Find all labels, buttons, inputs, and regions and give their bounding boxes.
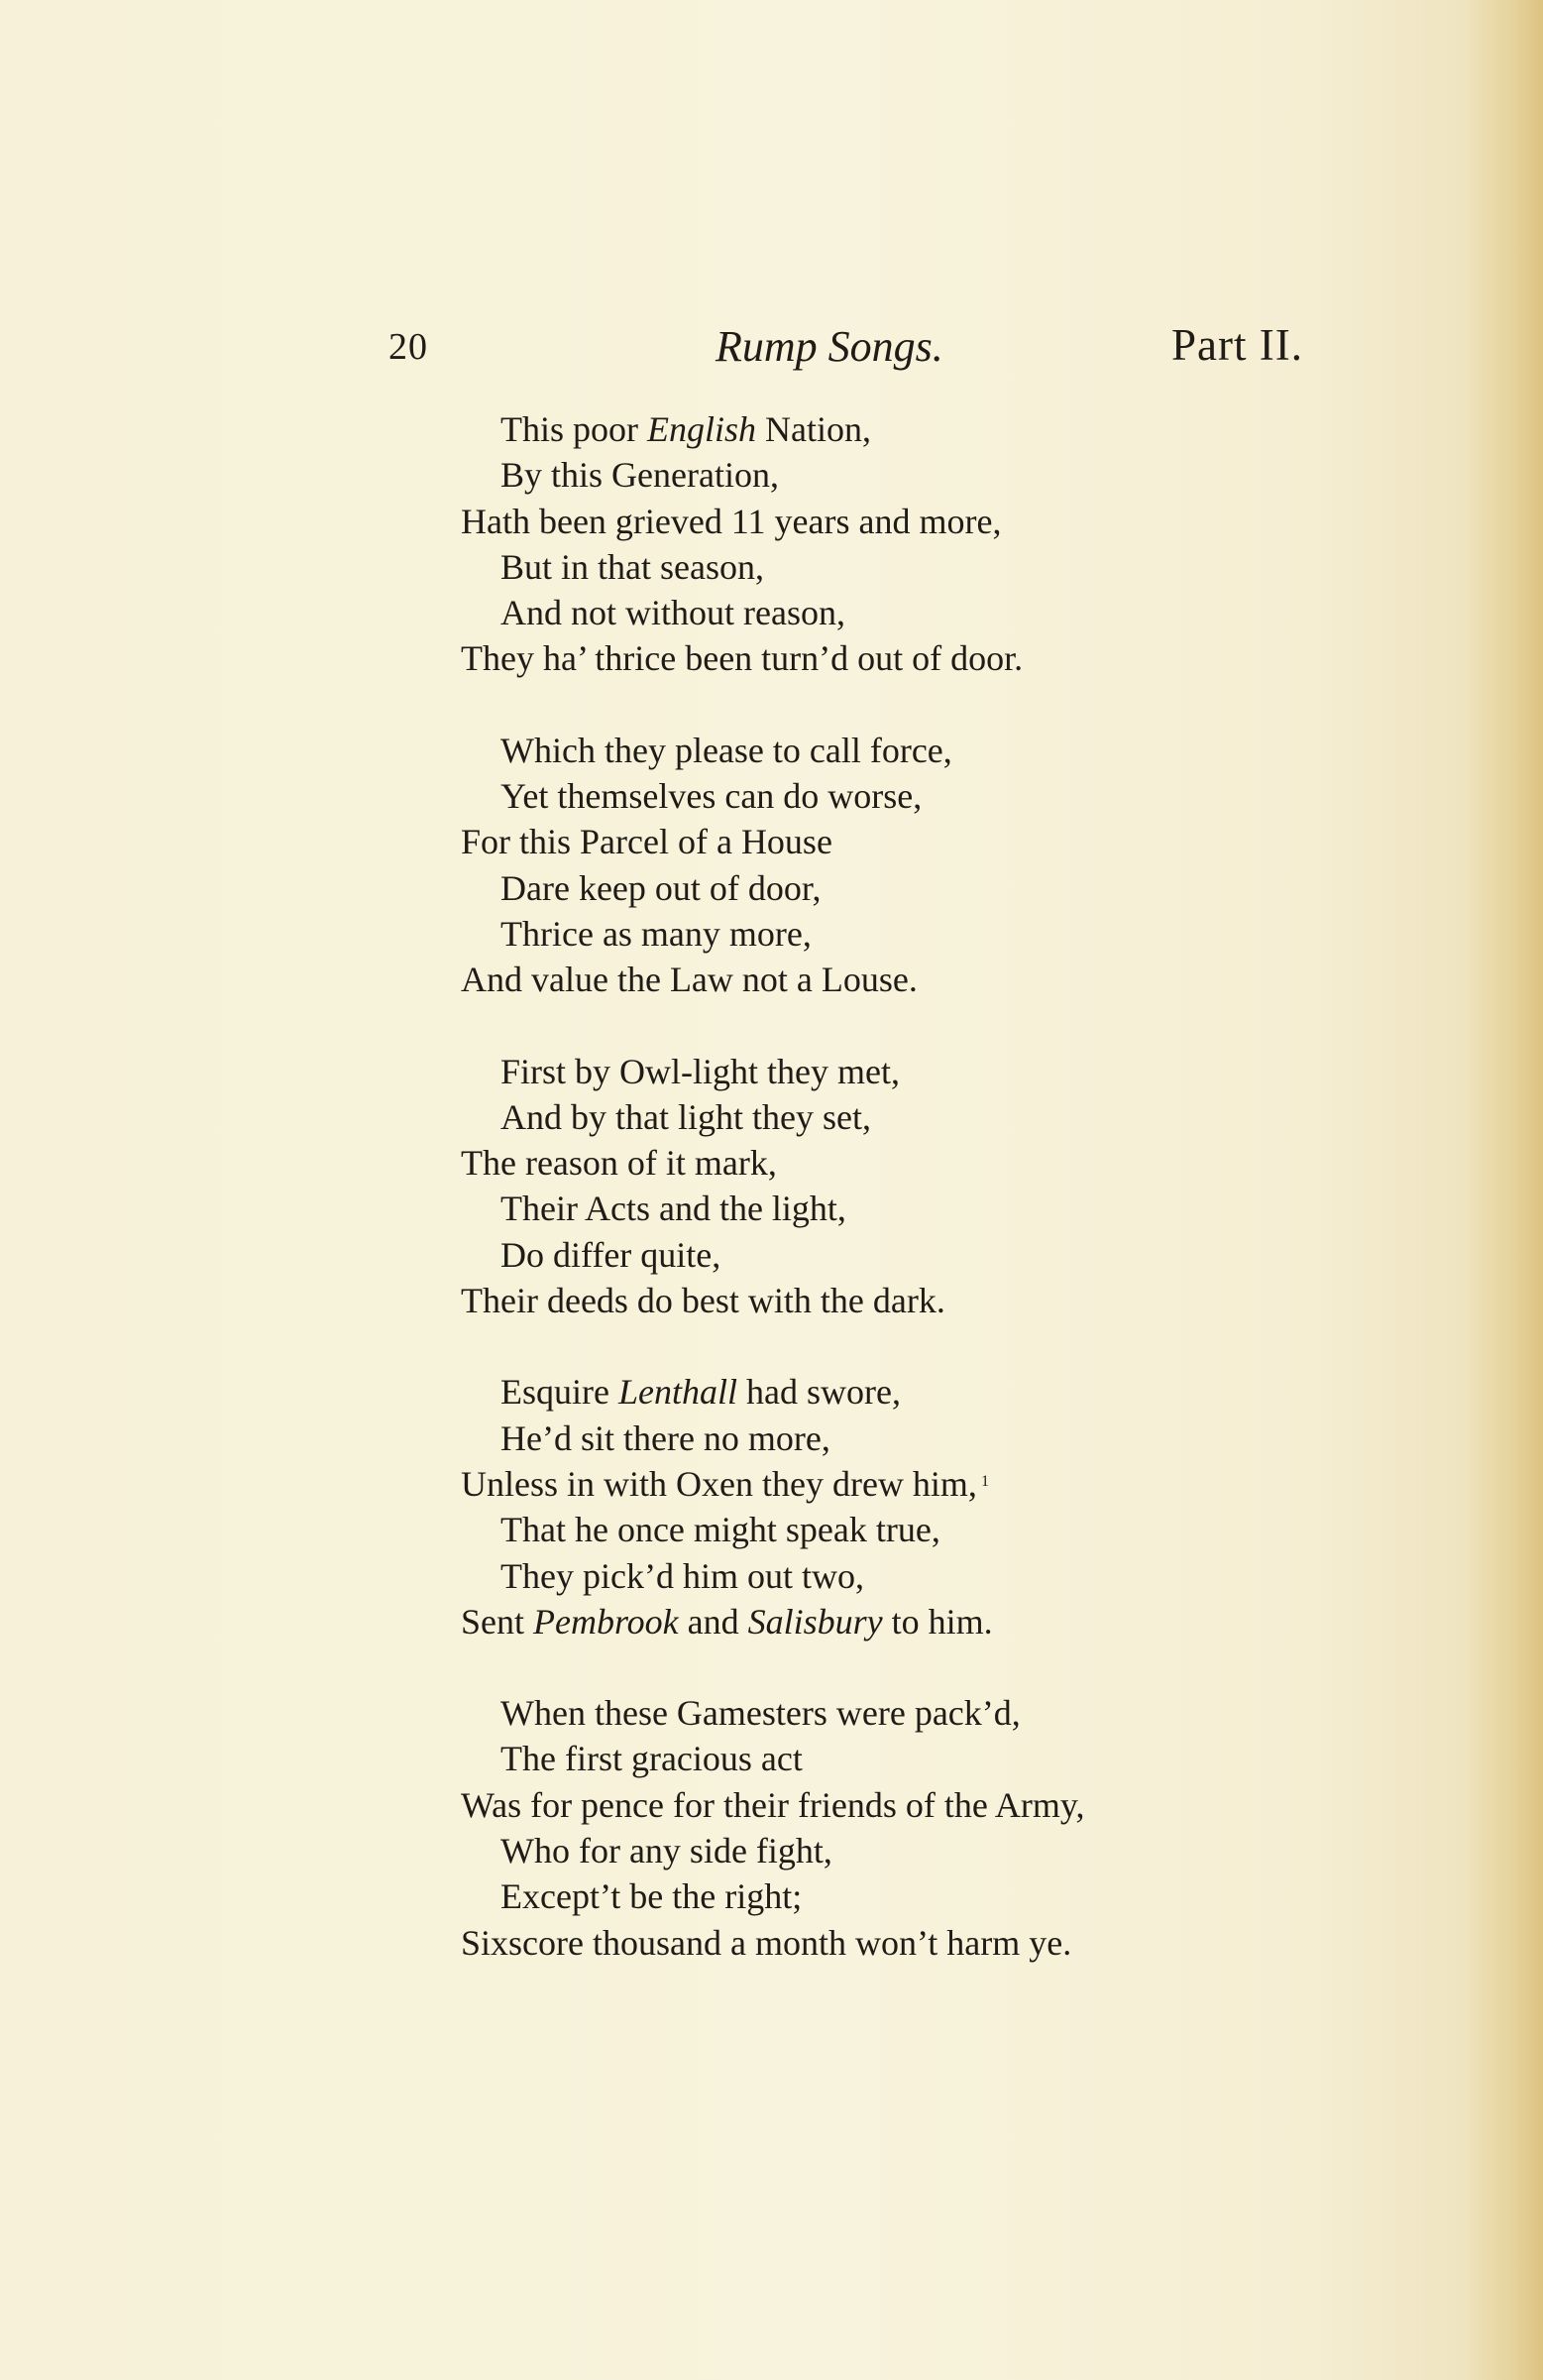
poem-line: And not without reason, — [500, 593, 845, 633]
running-head — [388, 315, 1340, 385]
stanza — [461, 1049, 1273, 1324]
poem-line: Hath been grieved 11 years and more, — [461, 501, 1002, 541]
poem-line: They ha’ thrice been turn’d out of door. — [461, 638, 1024, 679]
poem-line: Sixscore thousand a month won’t harm ye. — [461, 1922, 1072, 1963]
poem-line: Who for any side fight, — [500, 1831, 832, 1871]
stanza — [461, 1369, 1273, 1644]
poem-line: And value the Law not a Louse. — [461, 960, 918, 1000]
stanza — [461, 1690, 1273, 1966]
poem-line: Dare keep out of door, — [500, 867, 822, 908]
poem-line: Unless in with Oxen they drew him, $^1$ — [461, 1463, 989, 1504]
stanza — [461, 728, 1273, 1003]
running-title: Rump Songs. — [716, 322, 943, 371]
poem-line: They pick’d him out two, — [500, 1555, 864, 1596]
poem-line: The first gracious act — [500, 1739, 803, 1779]
poem-line: This poor English Nation, — [500, 409, 871, 449]
poem-line: When these Gamesters were pack’d, — [500, 1693, 1021, 1734]
poem-line: Except’t be the right; — [500, 1876, 803, 1917]
part-label: Part II. — [1171, 320, 1303, 370]
poem-line: And by that light they set, — [500, 1096, 871, 1137]
poem-line: By this Generation, — [500, 455, 779, 496]
poem-line: For this Parcel of a House — [461, 822, 832, 862]
poem-line: Was for pence for their friends of the Army, — [461, 1784, 1085, 1825]
poem-line: The reason of it mark, — [461, 1143, 777, 1184]
poem-line: Do differ quite, — [500, 1234, 721, 1275]
footnote-mark[interactable]: 1 — [980, 1472, 989, 1490]
poem-line: Thrice as many more, — [500, 913, 812, 954]
poem-line: Sent Pembrook and Salisbury to him. — [461, 1601, 993, 1642]
poem-line: Which they please to call force, — [500, 730, 952, 770]
page-edge-shade — [1464, 0, 1543, 2380]
poem-line: Their deeds do best with the dark. — [461, 1281, 945, 1321]
poem-line: But in that season, — [500, 546, 764, 587]
poem-line: Esquire Lenthall had swore, — [500, 1372, 901, 1413]
poem-line: He’d sit there no more, — [500, 1417, 830, 1458]
poem-line: Their Acts and the light, — [500, 1189, 846, 1229]
poem-body — [461, 406, 1273, 2011]
stanza — [461, 406, 1273, 682]
poem-line: That he once might speak true, — [500, 1510, 940, 1550]
page-number: 20 — [388, 326, 428, 368]
poem-line: Yet themselves can do worse, — [500, 776, 923, 817]
poem-line: First by Owl-light they met, — [500, 1051, 900, 1091]
